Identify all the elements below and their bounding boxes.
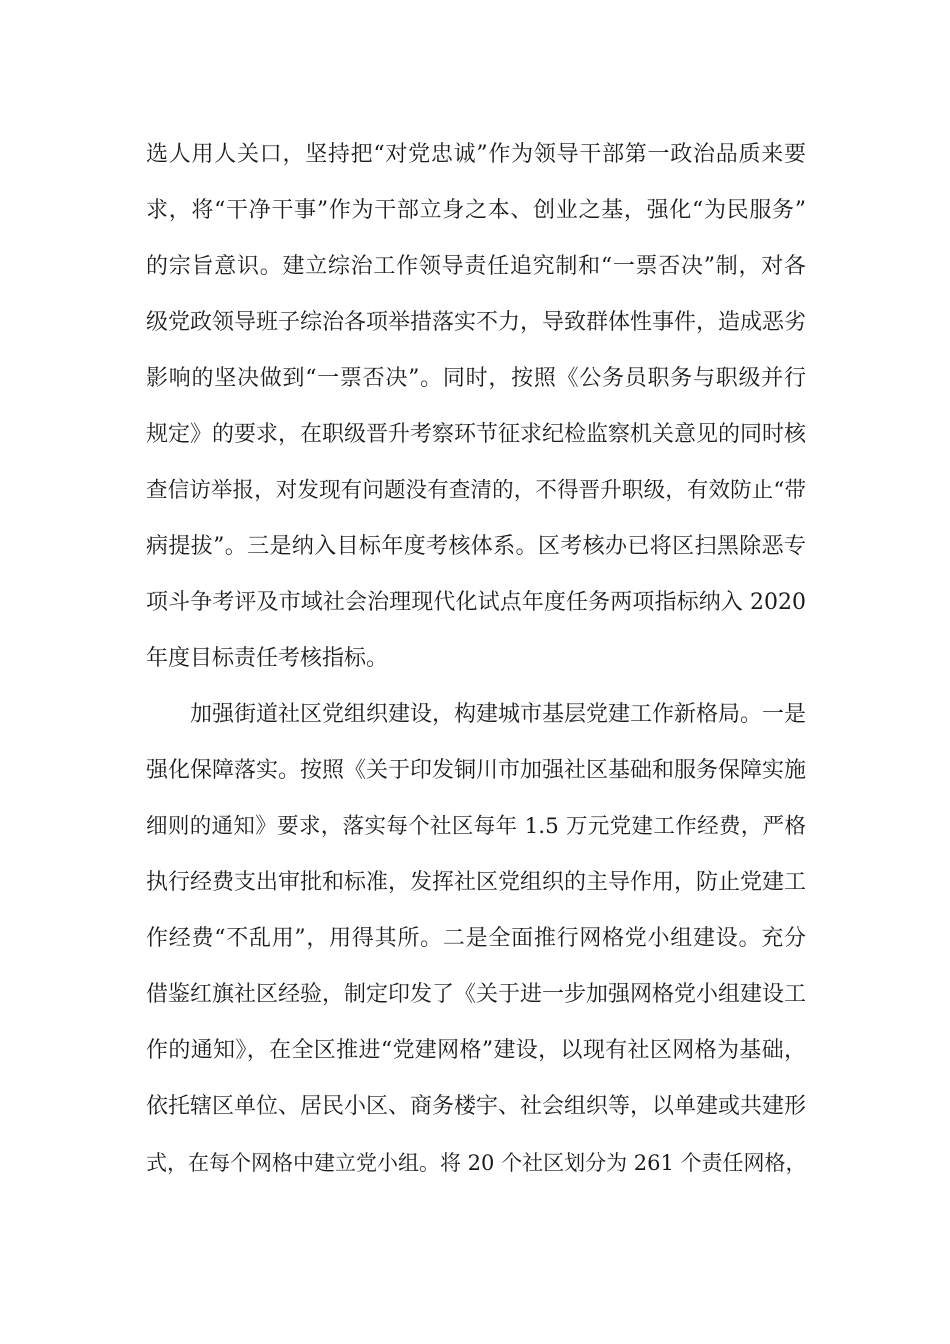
paragraph-line: 级党政领导班子综治各项举措落实不力，导致群体性事件，造成恶劣 — [146, 310, 807, 335]
paragraph-line: 规定》的要求，在职级晋升考察环节征求纪检监察机关意见的同时核 — [146, 422, 807, 447]
paragraph-line: 年度目标责任考核指标。 — [146, 646, 389, 671]
paragraph-line: 作经费“不乱用”，用得其所。二是全面推行网格党小组建设。充分 — [146, 926, 806, 951]
paragraph-line: 求，将“干净干事”作为干部立身之本、创业之基，强化“为民服务” — [146, 198, 806, 223]
paragraph-line: 项斗争考评及市域社会治理现代化试点年度任务两项指标纳入 2020 — [146, 590, 806, 615]
paragraph-line: 式，在每个网格中建立党小组。将 20 个社区划分为 261 个责任网格， — [146, 1151, 807, 1175]
paragraph-line: 选人用人关口，坚持把“对党忠诚”作为领导干部第一政治品质来要 — [146, 142, 806, 167]
paragraph-line: 病提拔”。三是纳入目标年度考核体系。区考核办已将区扫黑除恶专 — [146, 534, 806, 559]
paragraph-line: 影响的坚决做到“一票否决”。同时，按照《公务员职务与职级并行 — [146, 366, 806, 391]
paragraph-line: 执行经费支出审批和标准，发挥社区党组织的主导作用，防止党建工 — [146, 870, 807, 895]
paragraph-line: 强化保障落实。按照《关于印发铜川市加强社区基础和服务保障实施 — [146, 758, 807, 783]
paragraph-line: 的宗旨意识。建立综治工作领导责任追究制和“一票否决”制，对各 — [146, 254, 806, 279]
paragraph-line: 作的通知》，在全区推进“党建网格”建设，以现有社区网格为基础， — [146, 1038, 806, 1063]
paragraph-line: 依托辖区单位、居民小区、商务楼宇、社会组织等，以单建或共建形 — [146, 1094, 807, 1119]
paragraph-line: 细则的通知》要求，落实每个社区每年 1.5 万元党建工作经费，严格 — [146, 814, 806, 839]
paragraph-line: 查信访举报，对发现有问题没有查清的，不得晋升职级，有效防止“带 — [146, 478, 806, 503]
paragraph-line: 借鉴红旗社区经验，制定印发了《关于进一步加强网格党小组建设工 — [146, 982, 807, 1007]
paragraph-line: 加强街道社区党组织建设，构建城市基层党建工作新格局。一是 — [190, 702, 807, 727]
